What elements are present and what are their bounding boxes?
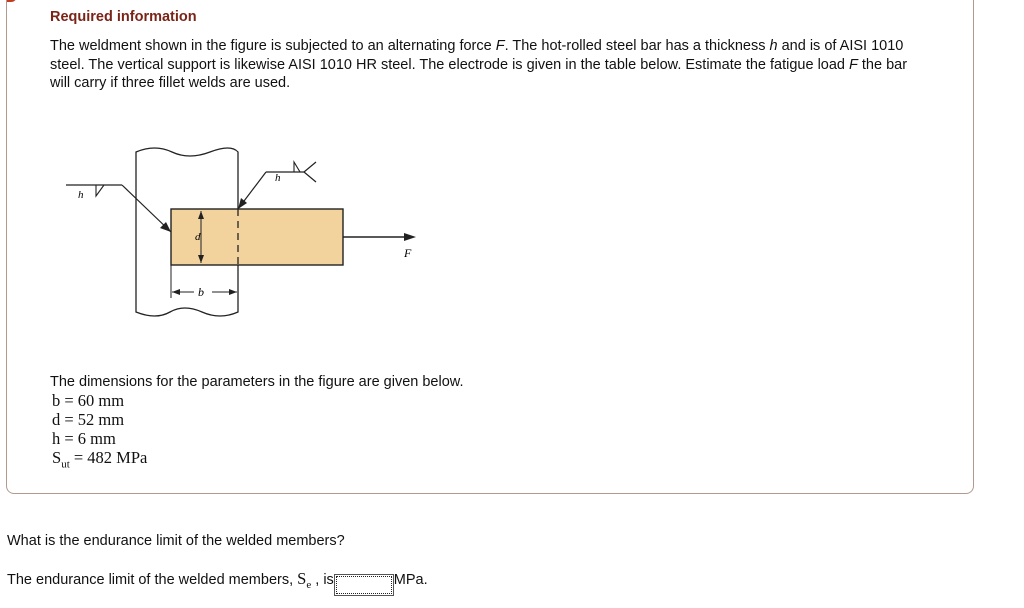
weld-symbol-top-tail-down xyxy=(304,172,316,182)
weld-symbol-left-fillet xyxy=(96,185,104,196)
endurance-limit-input[interactable] xyxy=(337,577,391,593)
dimension-d: d = 52 mm xyxy=(52,410,125,429)
problem-text-2: . The hot-rolled steel bar has a thickness xyxy=(504,38,770,54)
weld-symbol-top-tail-up xyxy=(304,162,316,172)
dimension-h: h = 6 mm xyxy=(52,429,116,448)
answer-mid: , is xyxy=(311,572,334,588)
sut-symbol: S xyxy=(52,448,62,467)
se-subscript: e xyxy=(306,578,312,591)
weldment-figure xyxy=(60,140,440,325)
label-h-top: h xyxy=(275,172,281,184)
accent-corner xyxy=(7,0,17,2)
force-arrowhead xyxy=(404,233,416,241)
problem-text-4: the bar will carry if three fillet welds are used. xyxy=(50,56,908,91)
var-F: F xyxy=(495,38,505,54)
var-h: h xyxy=(769,38,778,54)
se-symbol: S xyxy=(297,569,307,588)
var-F-2: F xyxy=(849,56,858,73)
problem-text-3: and is of AISI 1010 steel. The vertical support is likewise AISI 1010 HR steel. The electrode is given in the table below. Estimate the fatigue load xyxy=(50,38,904,73)
label-h-left: h xyxy=(78,189,84,201)
section-title: Required information xyxy=(50,9,197,25)
label-b: b xyxy=(198,285,204,299)
problem-text-1: The weldment shown in the figure is subjected to an alternating force xyxy=(50,38,496,54)
dimension-sut xyxy=(52,448,147,470)
sut-value: = 482 MPa xyxy=(69,448,148,467)
dimensions-intro: The dimensions for the parameters in the figure are given below. xyxy=(50,374,464,390)
sut-subscript: ut xyxy=(61,458,70,471)
dimension-b: b = 60 mm xyxy=(52,391,125,410)
weld-symbol-top-fillet xyxy=(294,162,300,172)
label-d: d xyxy=(195,231,201,243)
label-F: F xyxy=(404,246,412,260)
answer-box xyxy=(336,576,392,594)
answer-prefix: The endurance limit of the welded members, xyxy=(7,572,298,588)
question-text: What is the endurance limit of the welded members? xyxy=(7,533,345,549)
answer-unit: MPa. xyxy=(393,572,428,588)
answer-line xyxy=(7,569,428,594)
problem-statement xyxy=(50,37,930,93)
